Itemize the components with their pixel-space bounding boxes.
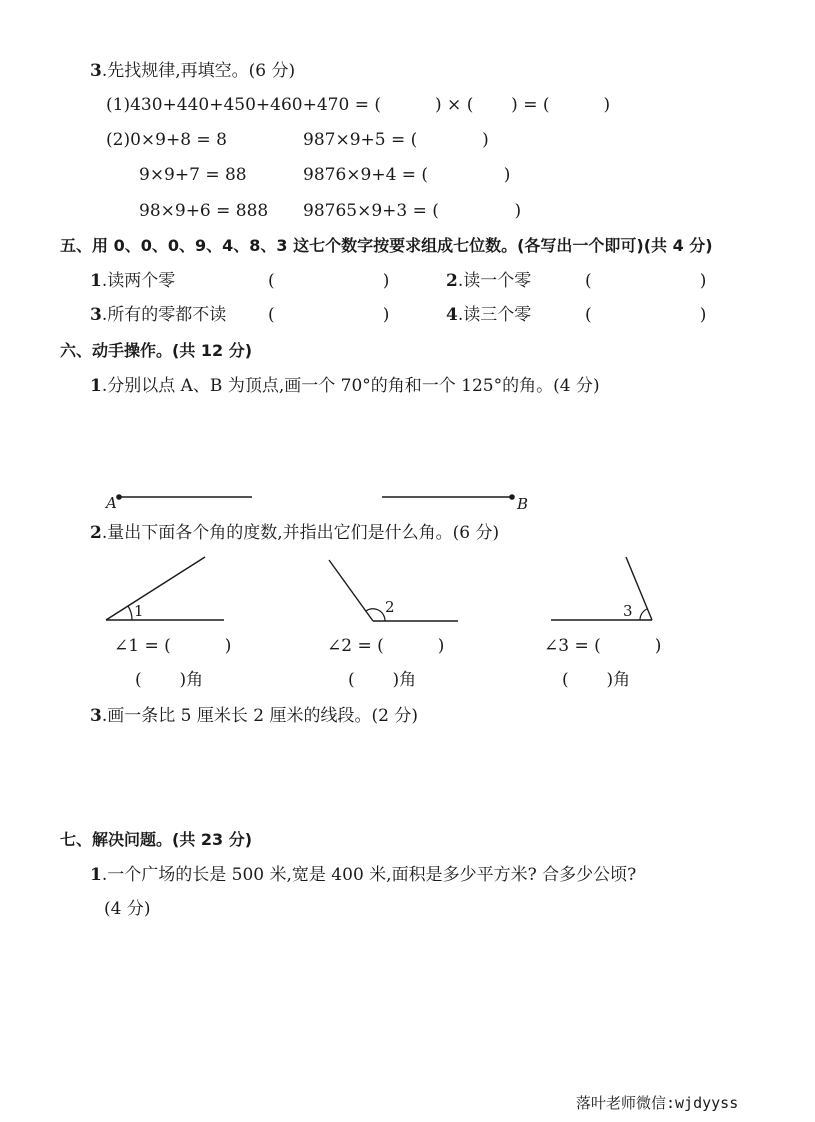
section-6-header: 六、动手操作。(共 12 分) [60, 341, 253, 360]
pattern-right-2: 9876×9+4 = ( ) [303, 165, 511, 185]
pattern-left-3: 98×9+6 = 888 [139, 201, 269, 221]
point-b-dot [509, 494, 515, 500]
section-7-question-1: 1.一个广场的长是 500 米,宽是 400 米,面积是多少平方米? 合多少公顷? [90, 865, 637, 885]
pattern-right-1: 987×9+5 = ( ) [303, 130, 489, 150]
angle-3-kind: ( )角 [562, 670, 631, 690]
section-6-question-1: 1.分别以点 A、B 为顶点,画一个 70°的角和一个 125°的角。(4 分) [90, 376, 600, 396]
point-b-label: B [517, 495, 529, 513]
point-a-label: A [106, 494, 117, 512]
angle-3-measure: ∠3 = ( ) [544, 636, 662, 656]
angle-1-kind: ( )角 [135, 670, 204, 690]
question-4-3-part1: (1)430+440+450+460+470 = ( ) × ( ) = ( ) [106, 95, 611, 115]
angle-3-arc [640, 609, 647, 620]
section-5-item-4: 4.读三个零 [446, 305, 532, 325]
pattern-right-3: 98765×9+3 = ( ) [303, 201, 522, 221]
section-5-blank-4: ( ) [585, 305, 707, 325]
angle-2-kind: ( )角 [348, 670, 417, 690]
section-5-item-1: 1.读两个零 [90, 271, 176, 291]
section-7-question-1-score: (4 分) [104, 899, 151, 919]
section-5-item-3: 3.所有的零都不读 [90, 305, 227, 325]
section-5-header: 五、用 0、0、0、9、4、8、3 这七个数字按要求组成七位数。(各写出一个即可)(共 4 分) [60, 236, 713, 255]
question-4-3-title: 3.先找规律,再填空。(6 分) [90, 61, 296, 81]
section-7-header: 七、解决问题。(共 23 分) [60, 830, 253, 849]
angle-1-arc [128, 606, 132, 620]
angle-1-mark: 1 [134, 602, 144, 620]
angle-1-arm [106, 557, 205, 620]
angle-1-measure: ∠1 = ( ) [114, 636, 232, 656]
footer-contact: 落叶老师微信:wjdyyss [576, 1094, 739, 1112]
section-5-blank-3: ( ) [268, 305, 390, 325]
section-6-question-2: 2.量出下面各个角的度数,并指出它们是什么角。(6 分) [90, 523, 500, 543]
angle-2-mark: 2 [385, 598, 395, 616]
pattern-left-2: 9×9+7 = 88 [139, 165, 247, 185]
angle-3-mark: 3 [623, 602, 633, 620]
section-5-blank-2: ( ) [585, 271, 707, 291]
pattern-left-1: (2)0×9+8 = 8 [106, 130, 227, 150]
section-5-item-2: 2.读一个零 [446, 271, 532, 291]
section-5-blank-1: ( ) [268, 271, 390, 291]
angle-2-measure: ∠2 = ( ) [327, 636, 445, 656]
point-a-dot [116, 494, 122, 500]
angle-2-arm [329, 560, 373, 621]
section-6-question-3: 3.画一条比 5 厘米长 2 厘米的线段。(2 分) [90, 706, 418, 726]
